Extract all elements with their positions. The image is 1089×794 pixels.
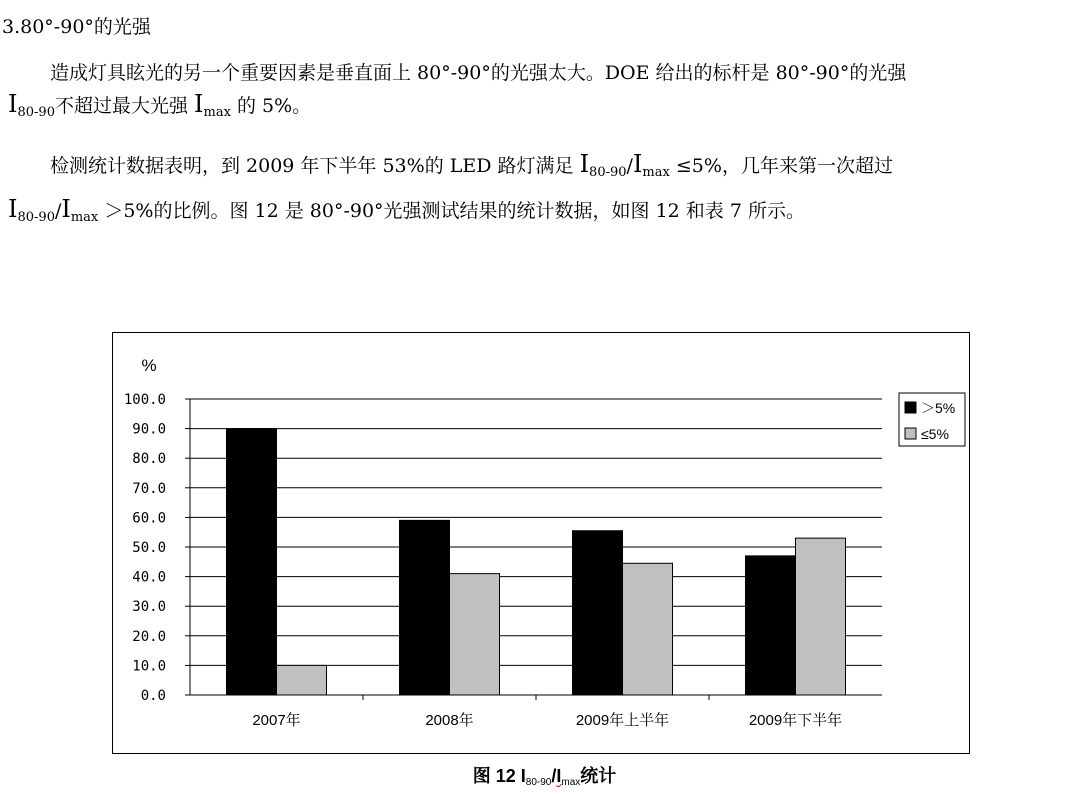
paragraph-2-line-1 [50, 150, 893, 180]
y-tick-label: 50.0 [132, 540, 166, 556]
x-category-label: 2009年上半年 [575, 712, 670, 729]
max-intensity-symbol: I [632, 150, 643, 178]
max-subscript: max [203, 105, 231, 120]
bar-gt5 [746, 556, 796, 695]
intensity-subscript: 80-90 [589, 165, 627, 180]
paragraph-2-line-2 [8, 195, 805, 225]
bar-gt5 [227, 429, 277, 695]
legend-swatch [905, 428, 916, 439]
caption-suffix: 统计 [580, 766, 617, 786]
x-category-label: 2007年 [252, 712, 301, 729]
chart-frame [112, 332, 970, 754]
figure-caption [0, 762, 1089, 788]
caption-max-letter: I [556, 766, 562, 786]
text-span: ≤5%，几年来第一次超过 [675, 155, 893, 177]
y-tick-label: 0.0 [140, 688, 166, 704]
y-tick-label: 80.0 [132, 451, 166, 468]
caption-max-subscript: max [561, 777, 581, 788]
intensity-subscript: 80-90 [17, 210, 55, 225]
bar-le5 [450, 574, 500, 695]
y-tick-label: 10.0 [132, 658, 166, 675]
caption-subscript: 80-90 [525, 777, 552, 788]
caption-intensity-symbol: I [520, 766, 526, 786]
intensity-symbol: I [8, 195, 18, 223]
x-category-label: 2008年 [425, 712, 474, 729]
max-intensity-symbol: I [194, 90, 204, 118]
intensity-symbol: I [579, 150, 590, 178]
paragraph-1-line-1: 造成灯具眩光的另一个重要因素是垂直面上 80°-90°的光强太大。DOE 给出的标杆是 80°-90°的光强 [50, 62, 907, 84]
y-tick-label: 60.0 [132, 510, 166, 527]
paragraph-1-line-2 [8, 90, 311, 120]
bar-le5 [796, 538, 846, 695]
y-tick-label: 70.0 [132, 480, 166, 497]
caption-slash: / [551, 766, 557, 786]
text-span: ＞5%的比例。图 12 是 80°-90°光强测试结果的统计数据，如图 12 和表 7 所示。 [104, 200, 805, 222]
text-span: 不超过最大光强 [54, 95, 188, 117]
max-intensity-symbol: I [61, 195, 71, 223]
y-tick-label: 30.0 [132, 599, 166, 616]
max-subscript: max [70, 210, 99, 225]
y-tick-label: 20.0 [132, 628, 166, 645]
slash: / [54, 200, 62, 222]
section-heading: 3.80°-90°的光强 [2, 16, 151, 38]
caption-prefix: 图 12 [472, 766, 516, 786]
slash: / [626, 155, 633, 177]
intensity-subscript: 80-90 [17, 105, 55, 120]
legend-label: ≤5% [921, 426, 949, 442]
bar-gt5 [400, 520, 450, 695]
bar-chart [113, 333, 971, 755]
x-category-label: 2009年下半年 [748, 712, 843, 729]
bar-gt5 [573, 531, 623, 695]
max-subscript: max [642, 165, 670, 180]
y-tick-label: 90.0 [132, 421, 166, 438]
bar-le5 [277, 665, 327, 695]
y-tick-label: 100.0 [123, 392, 166, 408]
legend-swatch [905, 402, 916, 413]
intensity-symbol: I [8, 90, 18, 118]
caption-max-symbol [556, 766, 580, 786]
y-tick-label: 40.0 [132, 569, 166, 586]
text-span: 的 5%。 [236, 95, 312, 117]
y-axis-label: % [141, 356, 157, 375]
bar-le5 [623, 563, 673, 695]
legend-label: ＞5% [921, 400, 956, 416]
text-span: 检测统计数据表明，到 2009 年下半年 53%的 LED 路灯满足 [50, 155, 574, 177]
